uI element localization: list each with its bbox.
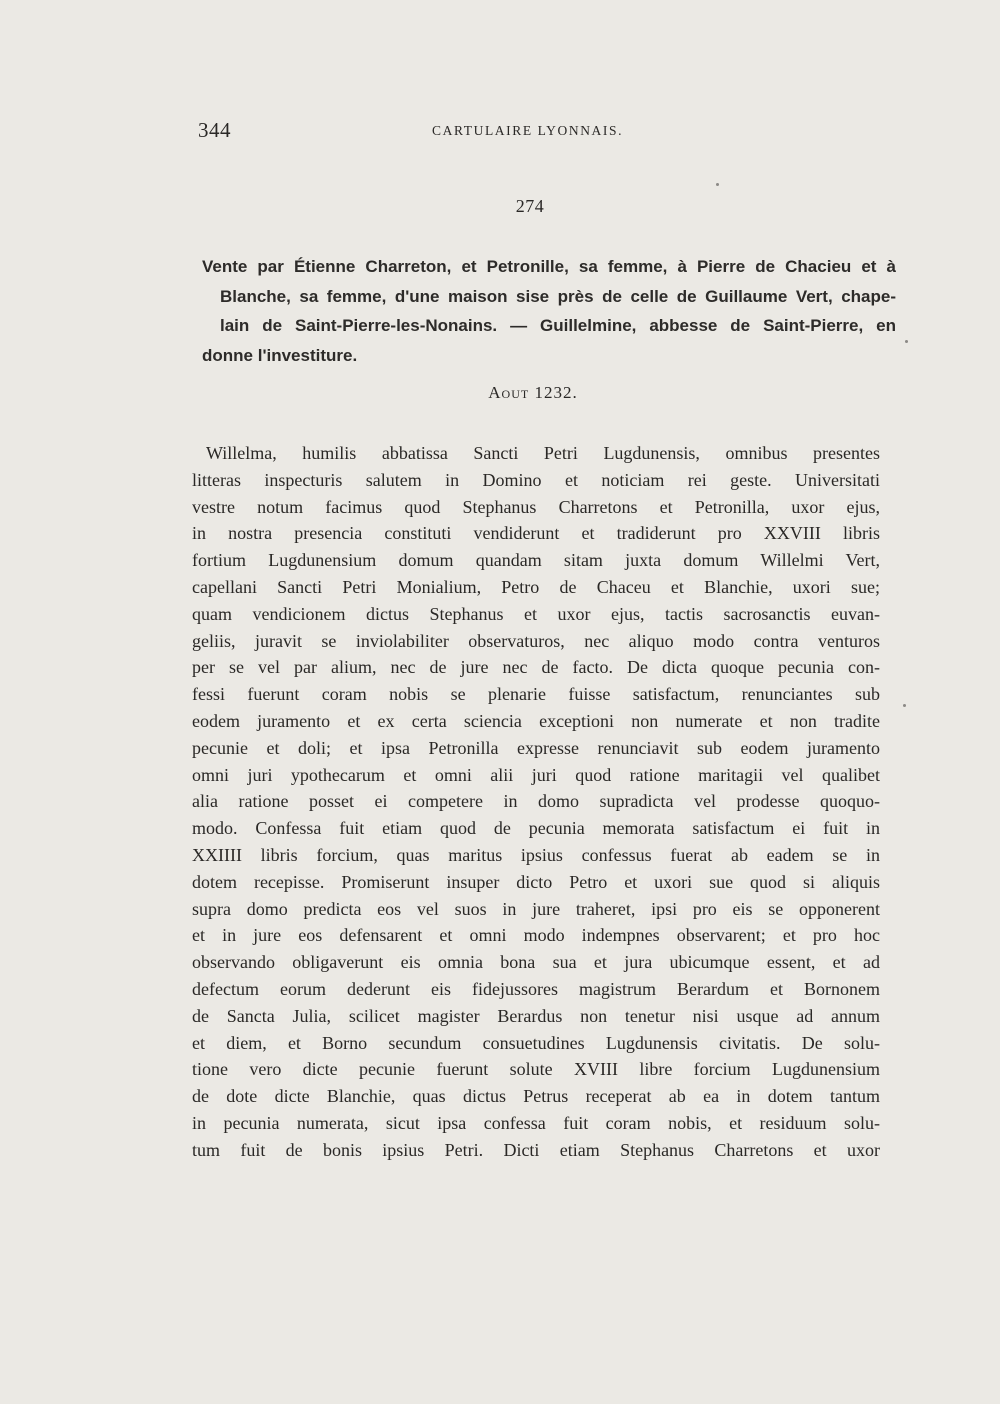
charter-summary (202, 252, 896, 370)
paper-speck (903, 704, 906, 707)
text-line: geliis, juravit se inviolabiliter observaturos, nec aliquo modo contra venturos (192, 630, 880, 651)
page-number: 344 (198, 118, 231, 142)
text-line: modo. Confessa fuit etiam quod de pecunia memorata satisfactum ei fuit in (192, 818, 880, 839)
text-line: in nostra presencia constituti vendiderunt et tradiderunt pro XXVIII libris (192, 523, 880, 544)
charter-number: 274 (515, 196, 545, 216)
summary-line: donne l'investiture. (202, 345, 358, 365)
text-line: omni juri ypothecarum et omni alii juri quod ratione maritagii vel qualibet (192, 764, 880, 785)
text-line: supra domo predicta eos vel suos in jure traheret, ipsi pro eis se opponerent (192, 898, 880, 919)
running-head (196, 118, 878, 148)
text-line: dotem recepisse. Promiserunt insuper dicto Petro et uxori sue quod si aliquis (192, 871, 880, 892)
text-line: in pecunia numerata, sicut ipsa confessa fuit coram nobis, et residuum solu- (192, 1112, 880, 1133)
text-line: Willelma, humilis abbatissa Sancti Petri Lugdunensis, omnibus presentes (206, 443, 880, 463)
summary-line: Blanche, sa femme, d'une maison sise près de celle de Guillaume Vert, chape- (220, 286, 896, 306)
text-line: de dote dicte Blanchie, quas dictus Petrus receperat ab ea in dotem tantum (192, 1086, 880, 1107)
text-line: eodem juramento et ex certa sciencia exceptioni non numerate et non tradite (192, 710, 880, 731)
running-title: CARTULAIRE LYONNAIS. (432, 123, 624, 138)
text-line: per se vel par alium, nec de jure nec de facto. De dicta quoque pecunia con- (192, 657, 880, 678)
paper-speck (905, 340, 908, 343)
text-line: tione vero dicte pecunie fuerunt solute XVIII libre forcium Lugdunensium (192, 1059, 880, 1080)
text-line: quam vendicionem dictus Stephanus et uxor ejus, tactis sacrosanctis euvan- (192, 603, 880, 624)
summary-line: lain de Saint-Pierre-les-Nonains. — Guillelmine, abbesse de Saint-Pierre, en (220, 316, 896, 335)
text-line: de Sancta Julia, scilicet magister Berardus non tenetur nisi usque ad annum (192, 1005, 880, 1026)
text-line: capellani Sancti Petri Monialium, Petro de Chaceu et Blanchie, uxori sue; (192, 576, 880, 597)
text-line: pecunie et doli; et ipsa Petronilla expresse renunciavit sub eodem juramento (192, 737, 880, 758)
charter-date (0, 383, 1000, 403)
text-line: vestre notum facimus quod Stephanus Charretons et Petronilla, uxor ejus, (192, 496, 880, 517)
summary-line: Vente par Étienne Charreton, et Petronille, sa femme, à Pierre de Chacieu et à (202, 257, 896, 276)
charter-date-text: Aout 1232. (488, 383, 578, 402)
text-line: defectum eorum dederunt eis fidejussores magistrum Berardum et Bornonem (192, 978, 880, 999)
text-line: litteras inspecturis salutem in Domino et noticiam rei geste. Universitati (192, 469, 880, 490)
text-line: observando obligaverunt eis omnia bona sua et jura ubicumque essent, et ad (192, 952, 880, 973)
charter-text (192, 440, 880, 1164)
text-line: et diem, et Borno secundum consuetudines Lugdunensis civitatis. De solu- (192, 1032, 880, 1053)
text-line: fessi fuerunt coram nobis se plenarie fuisse satisfactum, renunciantes sub (192, 684, 880, 705)
text-line: fortium Lugdunensium domum quandam sitam juxta domum Willelmi Vert, (192, 550, 880, 571)
text-line: et in jure eos defensarent et omni modo indempnes observarent; et pro hoc (192, 925, 880, 946)
text-line: tum fuit de bonis ipsius Petri. Dicti etiam Stephanus Charretons et uxor (192, 1139, 880, 1160)
text-line: alia ratione posset ei competere in domo supradicta vel prodesse quoquo- (192, 791, 880, 812)
text-line: XXIIII libris forcium, quas maritus ipsius confessus fuerat ab eadem se in (192, 844, 880, 865)
paper-speck (716, 183, 719, 186)
